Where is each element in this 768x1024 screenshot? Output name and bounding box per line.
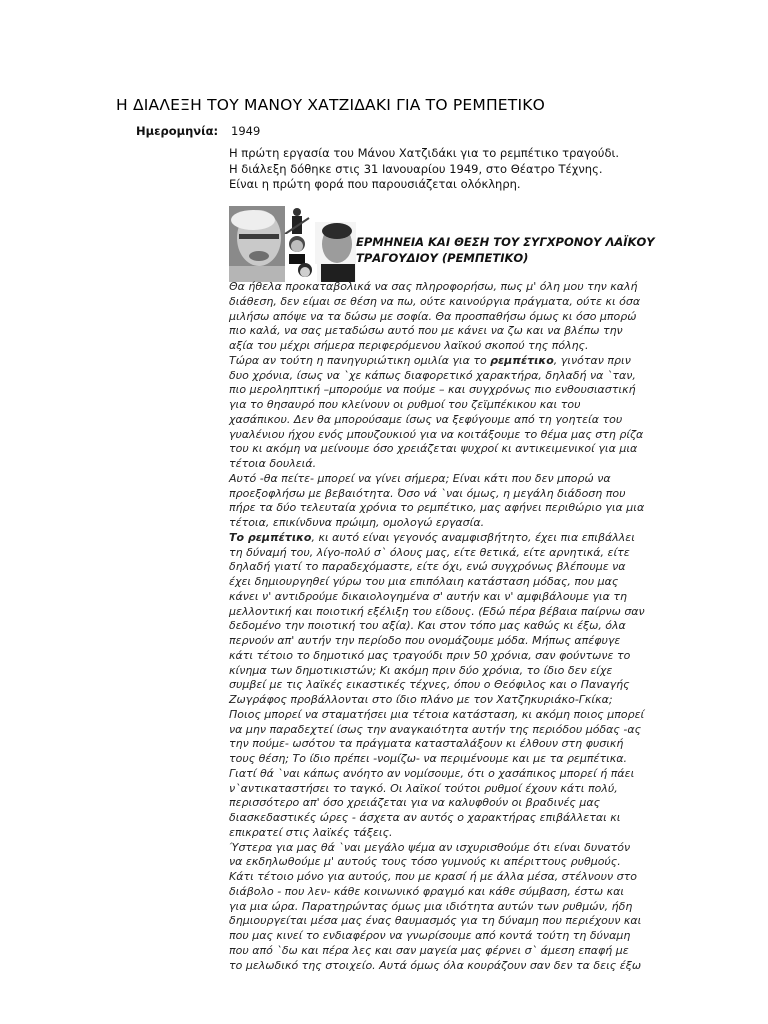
body-line: κίνημα των δημοτικιστών; Κι ακόμη πριν δύο χρόνια, το ίδιο δεν είχε <box>229 663 613 677</box>
page-title: Η ΔΙΑΛΕΞΗ ΤΟΥ ΜΑΝΟΥ ΧΑΤΖΙΔΑΚΙ ΓΙΑ ΤΟ ΡΕΜΠΕΤΙΚΟ <box>116 96 546 114</box>
to-rembetiko-bold: Το ρεμπέτικο <box>229 530 312 544</box>
body-line: για μια ώρα. Παρατηρώντας όμως μια ιδιότητα αυτών των ρυθμών, ήδη <box>229 899 633 913</box>
body-line: Γιατί θά `ναι κάπως ανόητο αν νομίσουμε, ότι ο χασάπικος μπορεί ή πάει <box>229 766 635 780</box>
body-line: Αυτό -θα πείτε- μπορεί να γίνει σήμερα; Είναι κάτι που δεν μπορώ να <box>229 471 611 485</box>
body-text <box>229 280 699 973</box>
body-line: Ζωγράφος προβάλλονται στο ίδιο πλάνο με τον Χατζηκυριάκο-Γκίκα; <box>229 693 613 706</box>
body-line: τη δύναμή του, λίγο-πολύ σ` όλους μας, είτε θετικά, είτε αρνητικά, είτε <box>229 545 630 559</box>
body-line: έχει δημιουργηθεί γύρω του μια επιπόλαιη κατάσταση μόδας, που μας <box>229 575 619 588</box>
intro-line: Είναι η πρώτη φορά που παρουσιάζεται ολόκληρη. <box>229 177 521 191</box>
body-line-part: , γινόταν πριν <box>553 353 631 367</box>
section-heading-line: ΕΡΜΗΝΕΙΑ ΚΑΙ ΘΕΣΗ ΤΟΥ ΣΥΓΧΡΟΝΟΥ ΛΑΪΚΟΥ <box>356 235 655 249</box>
section-heading-line: ΤΡΑΓΟΥΔΙΟΥ (ΡΕΜΠΕΤΙΚΟ) <box>356 250 529 265</box>
body-line: το μελωδικό της στοιχείο. Αυτά όμως όλα κουράζουν σαν δεν τα δεις έξω <box>229 958 642 972</box>
body-line: διάβολο - που λεν- κάθε κοινωνικό φραγμό και κάθε σύμβαση, έστω και <box>229 884 625 898</box>
body-line: τέτοια, επικίνδυνα πρώιμη, ομολογώ εργασία. <box>229 516 485 529</box>
body-line: που από `δω και πέρα λες και σαν μαγεία μας φέρνει σ` άμεση επαφή με <box>229 943 629 957</box>
body-line: προεξοφλήσω με βεβαιότητα. Όσο νά `ναι όμως, η μεγάλη διάδοση που <box>229 486 626 500</box>
body-line: πιο καλά, να σας μεταδώσω αυτό που με κάνει να ζω και να βλέπω την <box>229 324 623 338</box>
body-line: την πούμε- ωσότου τα πράγματα κατασταλάξουν κι έλθουν στη φυσική <box>229 737 624 751</box>
body-line: που μας κινεί το ενδιαφέρον να γνωρίσουμε από κοντά τούτη τη δύναμη <box>229 929 631 942</box>
body-line: μιλήσω απόψε να τα δώσω με σοφία. Θα προσπαθήσω όμως κι όσο μπορώ <box>229 309 637 323</box>
section-heading <box>356 235 686 266</box>
body-line: Ποιος μπορεί να σταματήσει μια τέτοια κατάσταση, κι ακόμη ποιος μπορεί <box>229 707 645 721</box>
body-line: συμβεί με τις λαϊκές εικαστικές τέχνες, όπου ο Θεόφιλος και ο Παναγής <box>229 678 630 692</box>
body-line: να εκδηλωθούμε μ' αυτούς τους τόσο γυμνούς κι απέριττους ρυθμούς. <box>229 855 621 869</box>
body-line: τέτοια δουλειά. <box>229 457 317 470</box>
body-line: χασάπικου. Δεν θα μπορούσαμε ίσως να ξεφύγουμε από τη γοητεία του <box>229 412 623 426</box>
body-line: δηλαδή γιατί το παραδεχόμαστε, είτε όχι, ενώ συγχρόνως βλέπουμε να <box>229 560 626 574</box>
date-label: Ημερομηνία: <box>136 124 219 138</box>
body-line: Θα ήθελα προκαταβολικά να σας πληροφορήσω, πως μ' όλη μου την καλή <box>229 280 638 293</box>
body-line: δυο χρόνια, ίσως να `χε κάπως διαφορετικό χαρακτήρα, δηλαδή να `ταν, <box>229 368 636 382</box>
rembetiko-bold: ρεμπέτικο <box>490 353 554 367</box>
body-line: κάνει ν' αντιδρούμε δικαιολογημένα σ' αυτήν και ν' αμφιβάλουμε για τη <box>229 589 627 603</box>
intro-line: Η πρώτη εργασία του Μάνου Χατζιδάκι για το ρεμπέτικο τραγούδι. <box>229 146 620 160</box>
body-line-part: Τώρα αν τούτη η πανηγυριώτικη ομιλία για το <box>229 353 491 367</box>
body-line: τους θέση; Το ίδιο πρέπει -νομίζω- να περιμένουμε και με τα ρεμπέτικα. <box>229 752 628 765</box>
intro-line: Η διάλεξη δόθηκε στις 31 Ιανουαρίου 1949, στο Θέατρο Τέχνης. <box>229 161 603 176</box>
photo-collage <box>229 204 356 282</box>
body-line: αξία του μέχρι σήμερα περιφερόμενου λαϊκού σκοπού της πόλης. <box>229 339 589 352</box>
intro-text <box>229 146 699 193</box>
body-line: του κι ακόμη να μείνουμε όσο χρειάζεται ψυχροί κι αντικειμενικοί για μια <box>229 442 638 456</box>
body-line: Ύστερα για μας θά `ναι μεγάλο ψέμα αν ισχυρισθούμε ότι είναι δυνατόν <box>229 840 631 854</box>
body-line: δημιουργείται μέσα μας ένας θαυμασμός για τη δύναμη που περιέχουν και <box>229 914 642 928</box>
body-line: διασκεδαστικές ώρες - άσχετα αν αυτός ο χαρακτήρας επιβάλλεται κι <box>229 811 621 824</box>
body-line: δεδομένο την ποιοτική του αξία). Και στον τόπο μας καθώς κι έξω, όλα <box>229 619 626 633</box>
body-line: κάτι τέτοιο το δημοτικό μας τραγούδι πριν 50 χρόνια, σαν φούντωνε το <box>229 648 631 662</box>
body-line-mixed <box>229 354 699 369</box>
body-line: Κάτι τέτοιο μόνο για αυτούς, που με κρασί ή με άλλα μέσα, στέλνουν στο <box>229 870 637 883</box>
body-line: πιο μεροληπτική –μπορούμε να πούμε – και συγχρόνως πιο ενθουσιαστική <box>229 383 636 397</box>
body-line: επικρατεί στις λαϊκές τάξεις. <box>229 825 393 839</box>
body-line: ν`αντικαταστήσει το ταγκό. Οι λαϊκοί τούτοι ρυθμοί έχουν κάτι πολύ, <box>229 781 618 795</box>
body-line: πήρε τα δύο τελευταία χρόνια το ρεμπέτικο, μας αφήνει περιθώριο για μια <box>229 501 645 515</box>
body-line: να μην παραδεχτεί ίσως την αναγκαιότητα αυτήν της περιόδου μόδας -ας <box>229 722 642 736</box>
body-line: μελλοντική και ποιοτική εξέλιξη του είδους. (Εδώ πέρα βέβαια παίρνω σαν <box>229 604 645 618</box>
body-line: διάθεση, δεν είμαι σε θέση να πω, ούτε καινούργια πράγματα, ούτε κι όσα <box>229 294 641 308</box>
date-value: 1949 <box>231 124 261 138</box>
body-line-part: , κι αυτό είναι γεγονός αναμφισβήτητο, έχει πια επιβάλλει <box>311 530 635 544</box>
body-line: περισσότερο απ' όσο χρειάζεται για να καλυφθούν οι βραδινές μας <box>229 796 601 810</box>
body-line: για το θησαυρό που κλείνουν οι ρυθμοί του ζεϊμπέκικου και του <box>229 398 581 411</box>
body-line: γυαλένιου ήχου ενός μπουζουκιού για να κοιτάξουμε το θέμα μας στη ρίζα <box>229 427 644 441</box>
body-line: περνούν απ' αυτήν την περίοδο που ονομάζουμε μόδα. Μήπως απέφυγε <box>229 634 621 647</box>
body-line-mixed <box>229 531 699 546</box>
